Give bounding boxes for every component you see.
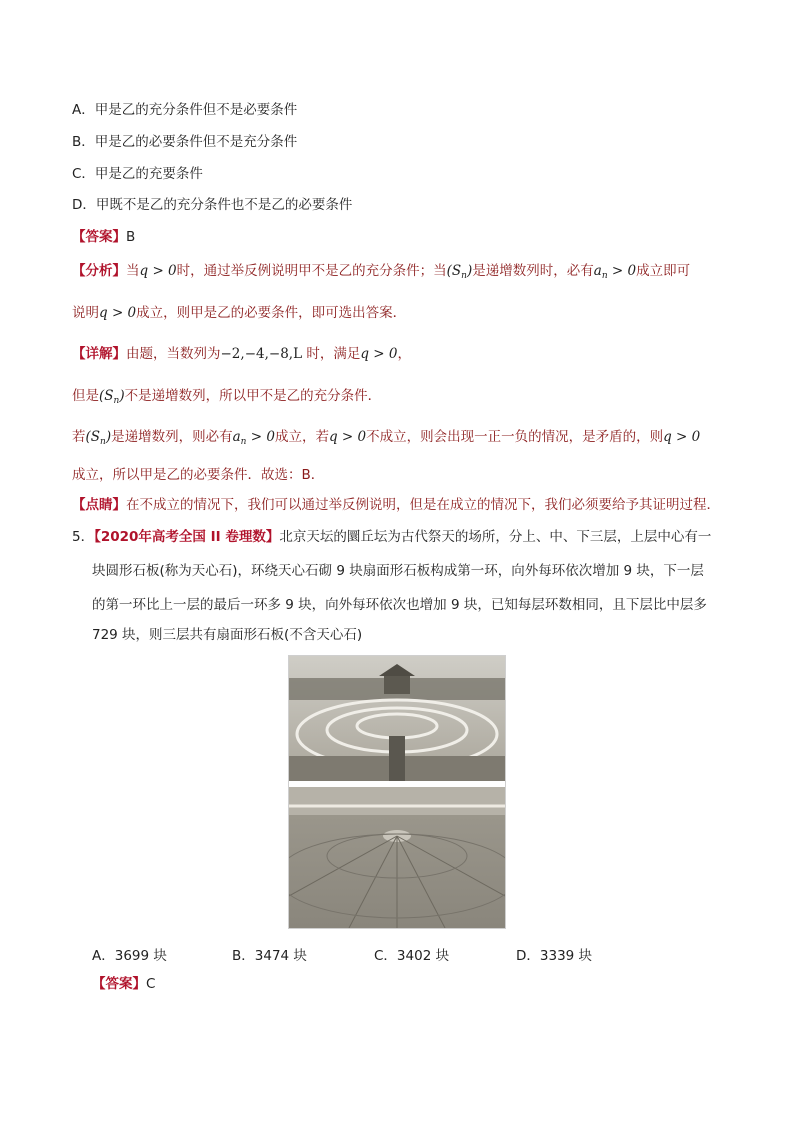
- analysis-text: 是递增数列时，必有: [472, 263, 594, 279]
- detail-text: ，: [397, 346, 411, 362]
- answer-value: B: [126, 229, 136, 245]
- math-q: q > 0: [663, 429, 701, 445]
- detail-text: 但是: [72, 388, 99, 404]
- detail-text: 不是递增数列，所以甲不是乙的充分条件．: [124, 388, 382, 404]
- detail-text: 是递增数列，则必有: [111, 429, 233, 445]
- math-q: q: [139, 263, 149, 279]
- detail-text: 若: [72, 429, 86, 445]
- math-Sn: $(S_n)$: [85, 429, 112, 447]
- math-gt0: > 0: [148, 263, 177, 279]
- math-q: q > 0: [99, 305, 137, 321]
- analysis-text: 当: [126, 263, 140, 279]
- math-q: q > 0: [360, 346, 398, 362]
- math-sequence: −2,−4,−8,L: [220, 346, 303, 362]
- q5-line-1: [72, 528, 711, 546]
- comment-line: [72, 496, 720, 514]
- q5-line-4: 729 块，则三层共有扇面形石板(不含天心石): [92, 627, 363, 643]
- analysis-text: 成立，则甲是乙的必要条件，即可选出答案．: [136, 305, 407, 321]
- math-Sn: $(S_n)$: [99, 388, 125, 406]
- q5-option-d: D．3339 块: [516, 948, 593, 964]
- q5-text: 北京天坛的圜丘坛为古代祭天的场所，分上、中、下三层，上层中心有一: [279, 529, 712, 545]
- q5-option-b: B．3474 块: [232, 948, 307, 964]
- analysis-line-1: [72, 262, 690, 285]
- q5-source: 【2020年高考全国 II 卷理数】: [94, 529, 280, 545]
- analysis-line-2: [72, 304, 406, 322]
- q5-answer-tag: 【答案】: [92, 976, 146, 992]
- detail-text: 不成立，则会出现一正一负的情况，是矛盾的，则: [366, 429, 664, 445]
- analysis-text: 成立即可: [636, 263, 691, 279]
- q5-option-a: A．3699 块: [92, 948, 167, 964]
- option-a: A．甲是乙的充分条件但不是必要条件: [72, 102, 298, 118]
- detail-text: 时，满足: [302, 346, 361, 362]
- detail-line-2: [72, 387, 381, 410]
- answer-tag: 【答案】: [72, 229, 126, 245]
- q5-line-2: 块圆形石板(称为天心石)，环绕天心石砌 9 块扇面形石板构成第一环，向外每环依次增加 9 块，下一层: [92, 563, 704, 579]
- option-c: C．甲是乙的充要条件: [72, 166, 203, 182]
- detail-text: 由题，当数列为: [126, 346, 221, 362]
- temple-photo-drawing: [289, 656, 505, 928]
- q5-line-3: 的第一环比上一层的最后一环多 9 块，向外每环依次也增加 9 块，已知每层环数相同，且下层比中层多: [92, 597, 707, 613]
- comment-text: 在不成立的情况下，我们可以通过举反例说明，但是在成立的情况下，我们必须要给予其证明过程．: [126, 497, 720, 513]
- analysis-text: 说明: [72, 305, 99, 321]
- detail-line-3: [72, 428, 700, 451]
- detail-line-4: [72, 466, 324, 484]
- q5-number: 5．: [72, 529, 95, 545]
- answer-prev: [72, 228, 135, 246]
- math-q: q > 0: [328, 429, 367, 445]
- option-d: D．甲既不是乙的充分条件也不是乙的必要条件: [72, 197, 353, 213]
- math-an: $a_n > 0$: [232, 429, 275, 447]
- math-an: $a_n > 0$: [593, 263, 637, 281]
- detail-text: 成立，若: [274, 429, 329, 445]
- analysis-tag: 【分析】: [72, 263, 126, 279]
- temple-photo: [288, 655, 506, 929]
- analysis-text: 时，通过举反例说明甲不是乙的充分条件；当: [176, 263, 447, 279]
- math-Sn: $(S_n)$: [446, 263, 473, 281]
- option-b: B．甲是乙的必要条件但不是充分条件: [72, 134, 298, 150]
- q5-answer-value: C: [146, 976, 156, 992]
- detail-line-1: [72, 345, 411, 363]
- q5-answer: [92, 975, 155, 993]
- comment-tag: 【点睛】: [72, 497, 126, 513]
- q5-option-c: C．3402 块: [374, 948, 450, 964]
- detail-tag: 【详解】: [72, 346, 126, 362]
- detail-text: 成立，所以甲是乙的必要条件．故选：B．: [72, 467, 325, 483]
